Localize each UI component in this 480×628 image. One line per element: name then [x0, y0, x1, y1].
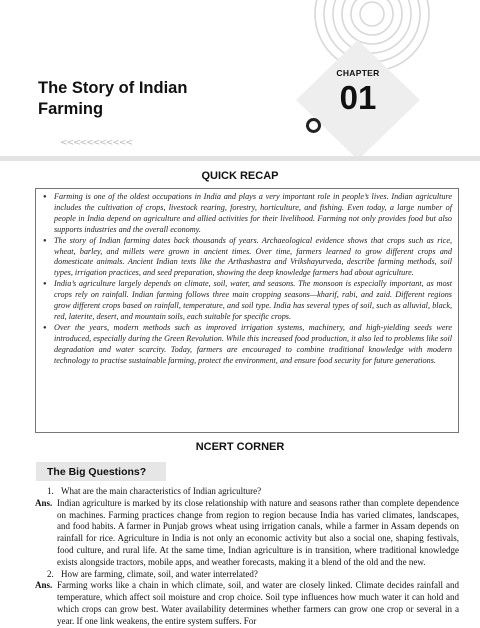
answer	[35, 498, 459, 569]
question-answer-list	[35, 486, 459, 628]
recap-point: ● Over the years, modern methods such as improved irrigation systems, machinery, and high-yielding seeds were introduced, especially during the Green Revolution. While this increased food production, it also led to problems like soil degradation and water scarcity. Today, farmers are encouraged to combine traditional knowledge with modern technology to practise sustainable farming, protect the environment, and ensure food security for future generations.	[43, 323, 452, 367]
question-text: What are the main characteristics of Indian agriculture?	[61, 486, 262, 496]
chevron-row-icon: <<<<<<<<<<<	[60, 138, 132, 148]
answer-label: Ans.	[35, 580, 53, 591]
recap-list	[43, 192, 452, 367]
answer	[35, 580, 459, 627]
question-number: 1.	[47, 486, 54, 496]
quick-recap-box	[35, 188, 459, 433]
question	[35, 486, 459, 498]
answer-label: Ans.	[35, 497, 53, 508]
quick-recap-heading: QUICK RECAP	[201, 170, 279, 182]
chapter-label: CHAPTER	[336, 68, 380, 78]
answer-text: Farming works like a chain in which climate, soil, and water are closely linked. Climate decides rainfall and temperature, which affect soil moisture and crop choice. Soil type influences how much water it can hold and which crops can grow best. Water availability determines whether farmers can grow one crop or several in a year. If one link weakens, the entire system suffers. For	[57, 580, 459, 626]
recap-point: ● India’s agriculture largely depends on climate, soil, water, and seasons. The monsoon is especially important, as most crops rely on rainfall. Indian farming follows three main cropping seasons—kharif, rabi, and zaid. Different regions grow different crops based on rainfall, temperature, and soil type. India has several types of soil, such as alluvial, black, red, laterite, desert, and mountain soils, each suitable for specific crops.	[43, 279, 452, 323]
header-divider	[0, 156, 480, 161]
chapter-title: The Story of Indian Farming	[38, 79, 188, 118]
ncert-corner-heading: NCERT CORNER	[195, 441, 285, 453]
recap-point: ● The story of Indian farming dates back thousands of years. Archaeological evidence shows that crops such as rice, wheat, barley, and millets were grown in ancient times. Over time, farmers learned to grow different crops and domesticate animals. Ancient Indian texts like the Arthashastra and Vrikshayurveda, describe farming methods, soil types, irrigation practices, and seed preparation, showing the deep knowledge farmers had about agriculture.	[43, 236, 452, 280]
section-title-bar	[36, 462, 166, 481]
chapter-number: 01	[339, 79, 377, 116]
recap-point: ● Farming is one of the oldest occupations in India and plays a very important role in people’s lives. Indian agriculture includes the cultivation of crops, livestock rearing, forestry, horticulture, and fishing. Even today, a large number of people in India depend on agriculture and allied activities for their livelihood. Farming not only provides food but also supports industries and the overall economy.	[43, 192, 452, 236]
section-title: The Big Questions?	[47, 466, 147, 478]
ring-icon	[306, 118, 321, 133]
question-text: How are farming, climate, soil, and water interrelated?	[61, 568, 258, 579]
question	[35, 569, 459, 581]
question-number: 2.	[47, 568, 54, 579]
answer-text: Indian agriculture is marked by its close relationship with nature and seasons rather than complete dependence on machines. Farming practices change from region to region because India has varied climates, landscapes, and food habits. A farmer in Punjab grows wheat using irrigation canals, while a farmer in Assam depends on rainfall for rice. Agriculture in India is not only an economic activity but also a social one, shaping festivals, food culture, and rural life. At the same time, Indian agriculture is in transition, where traditional knowledge exists alongside tractors, mobile apps, and weather forecasts, making it a blend of the old and the new.	[57, 497, 459, 567]
